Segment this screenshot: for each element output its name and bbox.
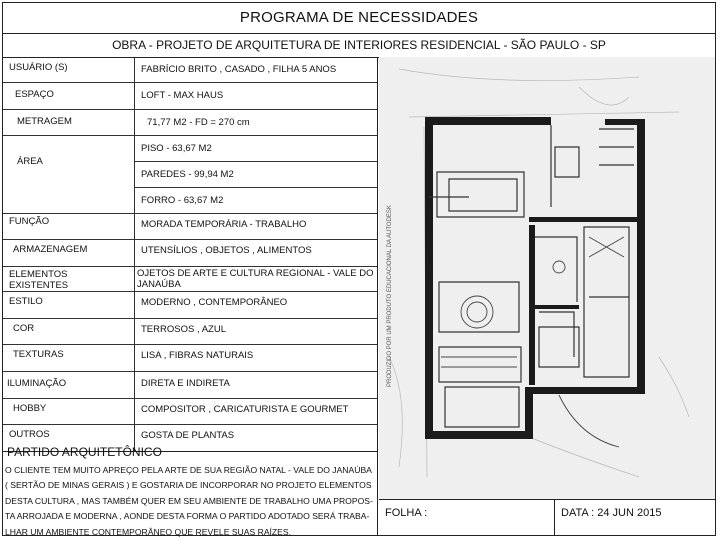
value-area-forro: FORRO - 63,67 M2 (141, 195, 224, 206)
value-cor: TERROSOS , AZUL (141, 324, 226, 335)
label-elementos: ELEMENTOS EXISTENTES (3, 267, 135, 291)
value-metragem: 71,77 M2 - FD = 270 cm (147, 117, 250, 128)
value-texturas: LISA , FIBRAS NATURAIS (141, 350, 254, 361)
row-armazenagem (3, 240, 377, 267)
partido-line: LHAR UM AMBIENTE CONTEMPORÂNEO QUE REVELE SUAS RAÍZES. (5, 526, 292, 537)
folha-field: FOLHA : (379, 499, 555, 535)
row-iluminacao (3, 372, 377, 399)
value-funcao: MORADA TEMPORÁRIA - TRABALHO (141, 219, 307, 230)
row-hobby (3, 399, 377, 425)
partido-heading: PARTIDO ARQUITETÔNICO (7, 445, 162, 459)
value-elementos: OJETOS DE ARTE E CULTURA REGIONAL - VALE DO JANAÚBA (137, 268, 374, 290)
value-espaco: LOFT - MAX HAUS (141, 90, 224, 101)
label-funcao: FUNÇÃO (3, 214, 135, 239)
label-iluminacao: ILUMINAÇÃO (3, 372, 135, 398)
floor-plan-drawing (379, 57, 715, 499)
label-usuario: USUÁRIO (S) (3, 57, 135, 82)
needs-table (3, 57, 378, 452)
row-estilo (3, 292, 377, 319)
value-usuario: FABRÍCIO BRITO , CASADO , FILHA 5 ANOS (141, 64, 337, 75)
project-subtitle: OBRA - PROJETO DE ARQUITETURA DE INTERIORES RESIDENCIAL - SÃO PAULO - SP (3, 33, 715, 58)
label-hobby: HOBBY (3, 399, 135, 424)
row-cor (3, 319, 377, 345)
title-block-footer (379, 499, 715, 535)
label-estilo: ESTILO (3, 292, 135, 318)
value-area-piso: PISO - 63,67 M2 (135, 136, 377, 162)
label-espaco: ESPAÇO (3, 83, 135, 109)
value-estilo: MODERNO , CONTEMPORÂNEO (141, 297, 288, 308)
row-texturas (3, 345, 377, 372)
label-armazenagem: ARMAZENAGEM (3, 240, 135, 266)
value-area-paredes: PAREDES - 99,94 M2 (135, 162, 377, 188)
label-outros: OUTROS (3, 425, 135, 451)
floor-plan-sketch (379, 57, 715, 500)
partido-line: ( SERTÃO DE MINAS GERAIS ) E GOSTARIA DE INCORPORAR NO PROJETO ELEMENTOS (5, 480, 372, 491)
partido-line: O CLIENTE TEM MUITO APREÇO PELA ARTE DE SUA REGIÃO NATAL - VALE DO JANAÚBA (5, 465, 372, 475)
row-funcao (3, 214, 377, 240)
value-armazenagem: UTENSÍLIOS , OBJETOS , ALIMENTOS (141, 245, 312, 256)
row-elementos (3, 267, 377, 292)
row-usuario (3, 57, 377, 83)
row-espaco (3, 83, 377, 110)
row-metragem (3, 110, 377, 136)
value-outros: GOSTA DE PLANTAS (141, 430, 235, 441)
value-hobby: COMPOSITOR , CARICATURISTA E GOURMET (141, 404, 349, 415)
label-area: ÁREA (3, 136, 135, 213)
page-title: PROGRAMA DE NECESSIDADES (3, 3, 715, 34)
partido-line: TA ARROJADA E MODERNA , AONDE DESTA FORMA O PARTIDO ADOTADO SERÁ TRABA- (5, 511, 370, 522)
date-field: DATA : 24 JUN 2015 (561, 507, 662, 519)
value-iluminacao: DIRETA E INDIRETA (141, 378, 230, 389)
row-area (3, 136, 377, 214)
label-cor: COR (3, 319, 135, 344)
document-sheet (2, 2, 716, 536)
label-texturas: TEXTURAS (3, 345, 135, 371)
partido-section (3, 439, 378, 535)
autodesk-stamp: PRODUZIDO POR UM PRODUTO EDUCACIONAL DA AUTODESK (387, 205, 393, 387)
label-metragem: METRAGEM (3, 110, 135, 135)
partido-line: DESTA CULTURA , MAS TAMBÉM QUER EM SEU AMBIENTE DE TRABALHO UMA PROPOS- (5, 495, 373, 506)
